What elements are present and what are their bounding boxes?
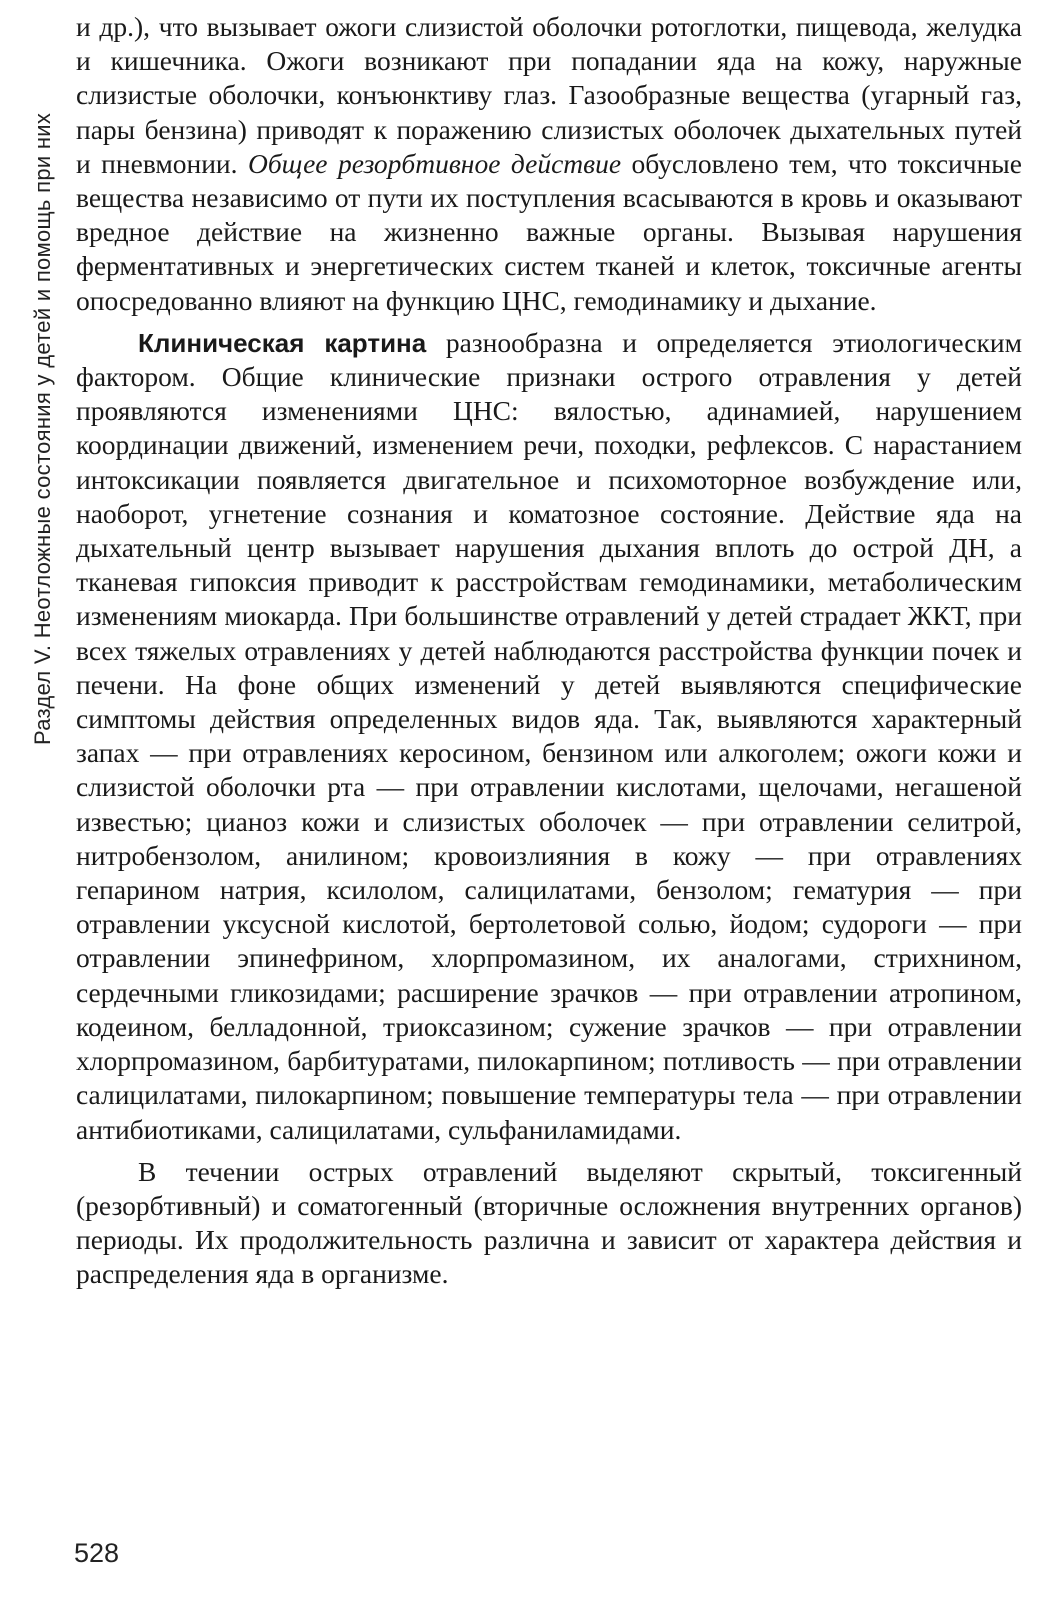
body-text (76, 10, 1022, 1292)
paragraph-1-end: обусловлено тем, что токсичные вещества независимо от пути их поступления всасываются в кровь и оказывают вредное действие на жизненно важные органы. Вызывая нарушения ферментативных и энергетических систем тканей и клеток, токсичные агенты опосредованно влияют на функцию ЦНС, гемодинамику и дыхание. (76, 147, 1022, 316)
paragraph-2 (76, 326, 1022, 1147)
paragraph-1-start: и др.), что вызывает ожоги слизистой оболочки ротоглотки, пищевода, желудка и кишечника. Ожоги возникают при попадании яда на кожу, наружные слизистые оболочки, конъюнктиву глаз. Газообразные вещества (угарный газ, пары бензина) приводят к поражению слизистых оболочек дыхательных путей и пневмонии. (76, 11, 1022, 179)
paragraph-2-text: разнообразна и определяется этиологическим фактором. Общие клинические признаки острого отравления у детей проявляются изменениями ЦНС: вялостью, адинамией, нарушением координации движений, изменением речи, походки, рефлексов. С нарастанием интоксикации появляется двигательное и психомоторное возбуждение или, наоборот, угнетение сознания и коматозное состояние. Действие яда на дыхательный центр вызывает нарушения дыхания вплоть до острой ДН, а тканевая гипоксия приводит к расстройствам гемодинамики, метаболическим изменениям миокарда. При большинстве отравлений у детей страдает ЖКТ, при всех тяжелых отравлениях у детей наблюдаются расстройства функции почек и печени. На фоне общих изменений у детей выявляются специфические симптомы действия определенных видов яда. Так, выявляются характерный запах — при отравлениях керосином, бензином или алкоголем; ожоги кожи и слизистой оболочки рта — при отравлении кислотами, щелочами, негашеной известью; цианоз кожи и слизистых оболочек — при отравлении селитрой, нитробензолом, анилином; кровоизлияния в кожу — при отравлениях гепарином натрия, ксилолом, салицилатами, бензолом; гематурия — при отравлении уксусной кислотой, бертолетовой солью, йодом; судороги — при отравлении эпинефрином, хлорпромазином, их аналогами, стрихнином, сердечными гликозидами; расширение зрачков — при отравлении атропином, кодеином, белладонной, триоксазином; сужение зрачков — при отравлении хлорпромазином, барбитуратами, пилокарпином; потливость — при отравлении салицилатами, пилокарпином; повышение температуры тела — при отравлении антибиотиками, салицилатами, сульфаниламидами. (76, 326, 1022, 1145)
page-number: 528 (74, 1538, 120, 1568)
running-header (12, 10, 55, 745)
term-resorptive-action: Общее резорбтивное действие (247, 147, 622, 179)
paragraph-1 (76, 10, 1022, 318)
running-header-text: Раздел V. Неотложные состояния у детей и помощь при них (30, 112, 55, 745)
paragraph-3 (76, 1155, 1022, 1292)
paragraph-3-text: В течении острых отравлений выделяют скрытый, токсигенный (резорбтивный) и соматогенный (вторичные осложнения внутренних органов) периоды. Их продолжительность различна и зависит от характера действия и распределения яда в организме. (76, 1155, 1022, 1290)
term-clinical-picture: Клиническая картина (138, 327, 427, 358)
